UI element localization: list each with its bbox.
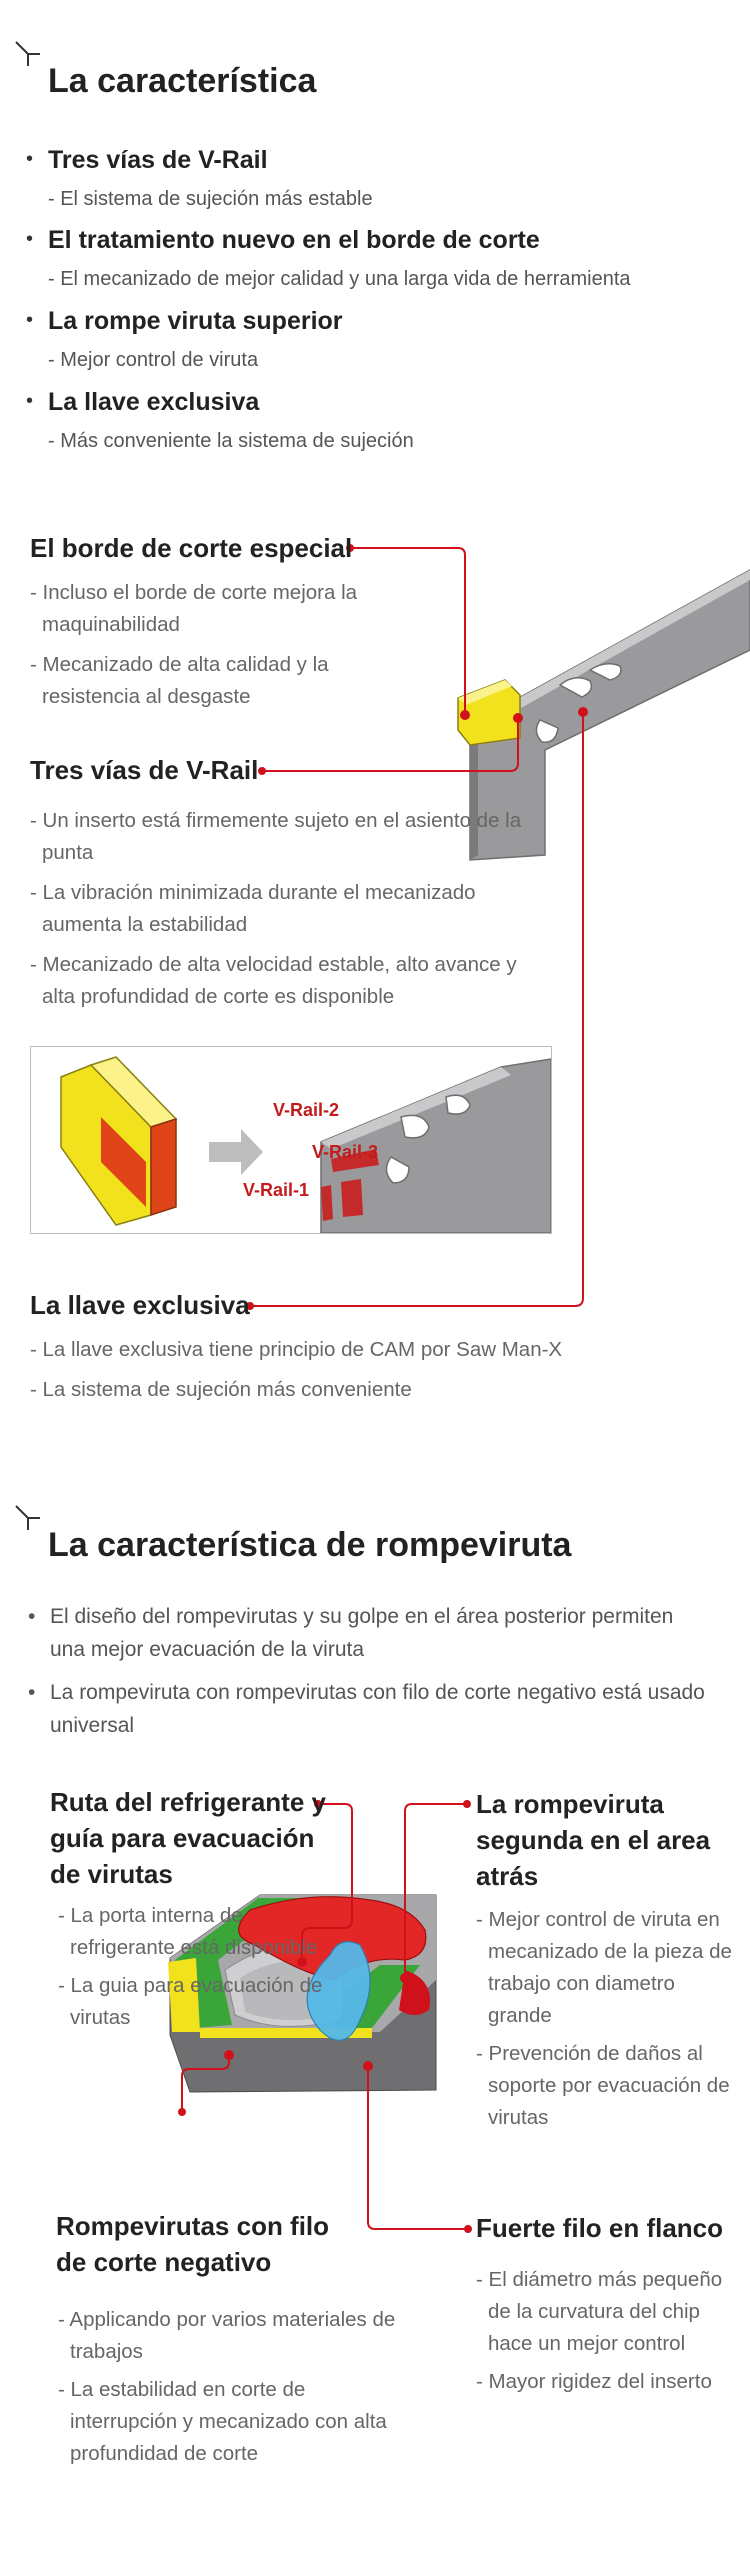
negative-line: - La estabilidad en corte de interrupción y mecanizado con alta profundidad de corte <box>58 2378 387 2465</box>
list-item: • La rompeviruta con rompevirutas con filo de corte negativo está usado universal <box>28 1681 705 1737</box>
negative-callout-desc <box>58 2304 418 2476</box>
second-line: - Prevención de daños al soporte por evacuación de virutas <box>476 2042 730 2129</box>
second-callout-desc <box>476 1904 741 2140</box>
vrail-line: - Un inserto está firmemente sujeto en el asiento de la punta <box>30 809 522 864</box>
feature-item-title: La llave exclusiva <box>48 388 260 416</box>
edge-line: - Incluso el borde de corte mejora la maquinabilidad <box>30 581 358 636</box>
corner-mark-icon <box>14 40 40 66</box>
feature-item-desc: - El sistema de sujeción más estable <box>48 188 373 210</box>
list-item: • El diseño del rompevirutas y su golpe en el área posterior permiten una mejor evacuación de la viruta <box>28 1605 674 1661</box>
feature-item-desc: - Mejor control de viruta <box>48 349 259 371</box>
key-callout-title: La llave exclusiva <box>30 1290 250 1320</box>
vrail-line: - La vibración minimizada durante el mecanizado aumenta la estabilidad <box>30 881 476 936</box>
second-line: - Mejor control de viruta en mecanizado de la pieza de trabajo con diametro grande <box>476 1908 732 2027</box>
feature-item-title: El tratamiento nuevo en el borde de corte <box>48 226 540 254</box>
chipbreaker-list <box>28 1600 708 1752</box>
flank-callout-title: Fuerte filo en flanco <box>476 2213 724 2243</box>
key-line: - La sistema de sujeción más conveniente <box>30 1378 412 1401</box>
flank-line: - Mayor rigidez del inserto <box>476 2370 712 2393</box>
flank-callout-desc <box>476 2264 741 2404</box>
bullet-dot: • <box>26 309 34 331</box>
bullet-dot: • <box>26 148 34 170</box>
flank-line: - El diámetro más pequeño de la curvatura del chip hace un mejor control <box>476 2268 723 2355</box>
coolant-callout-title: Ruta del refrigerante y guía para evacuación de virutas <box>50 1787 326 1889</box>
vrail-2-label: V-Rail-2 <box>273 1100 340 1120</box>
second-callout-title: La rompeviruta segunda en el area atrás <box>476 1789 711 1891</box>
edge-callout-desc <box>30 577 430 721</box>
bullet-dot: • <box>26 228 34 250</box>
coolant-line: - La porta interna de refrigerante está disponible <box>58 1904 318 1959</box>
feature-item-desc: - El mecanizado de mejor calidad y una larga vida de herramienta <box>48 268 631 290</box>
bullet-dot: • <box>26 390 34 412</box>
corner-mark-icon <box>14 1504 40 1530</box>
features-title: La característica <box>48 62 317 100</box>
coolant-line: - La guia para evacuación de virutas <box>58 1974 323 2029</box>
feature-item-title: Tres vías de V-Rail <box>48 146 268 174</box>
vrail-callout-desc <box>30 805 550 1021</box>
vrail-inset-box <box>30 1046 552 1234</box>
feature-item-desc: - Más conveniente la sistema de sujeción <box>48 430 414 452</box>
negative-line: - Applicando por varios materiales de trabajos <box>58 2308 396 2363</box>
edge-line: - Mecanizado de alta calidad y la resistencia al desgaste <box>30 653 329 708</box>
chipbreaker-title: La característica de rompeviruta <box>48 1526 572 1564</box>
edge-callout-title: El borde de corte especial <box>30 533 353 563</box>
key-line: - La llave exclusiva tiene principio de CAM por Saw Man-X <box>30 1338 563 1361</box>
vrail-1-label: V-Rail-1 <box>243 1180 310 1200</box>
feature-item-title: La rompe viruta superior <box>48 307 343 335</box>
negative-callout-title: Rompevirutas con filo de corte negativo <box>56 2211 330 2277</box>
vrail-line: - Mecanizado de alta velocidad estable, alto avance y alta profundidad de corte es disponible <box>30 953 517 1008</box>
vrail-callout-title: Tres vías de V-Rail <box>30 755 259 785</box>
vrail-inset-illustration <box>31 1047 551 1233</box>
vrail-3-label: V-Rail-3 <box>312 1142 379 1162</box>
key-callout-desc <box>30 1334 650 1414</box>
coolant-callout-desc <box>58 1900 348 2040</box>
